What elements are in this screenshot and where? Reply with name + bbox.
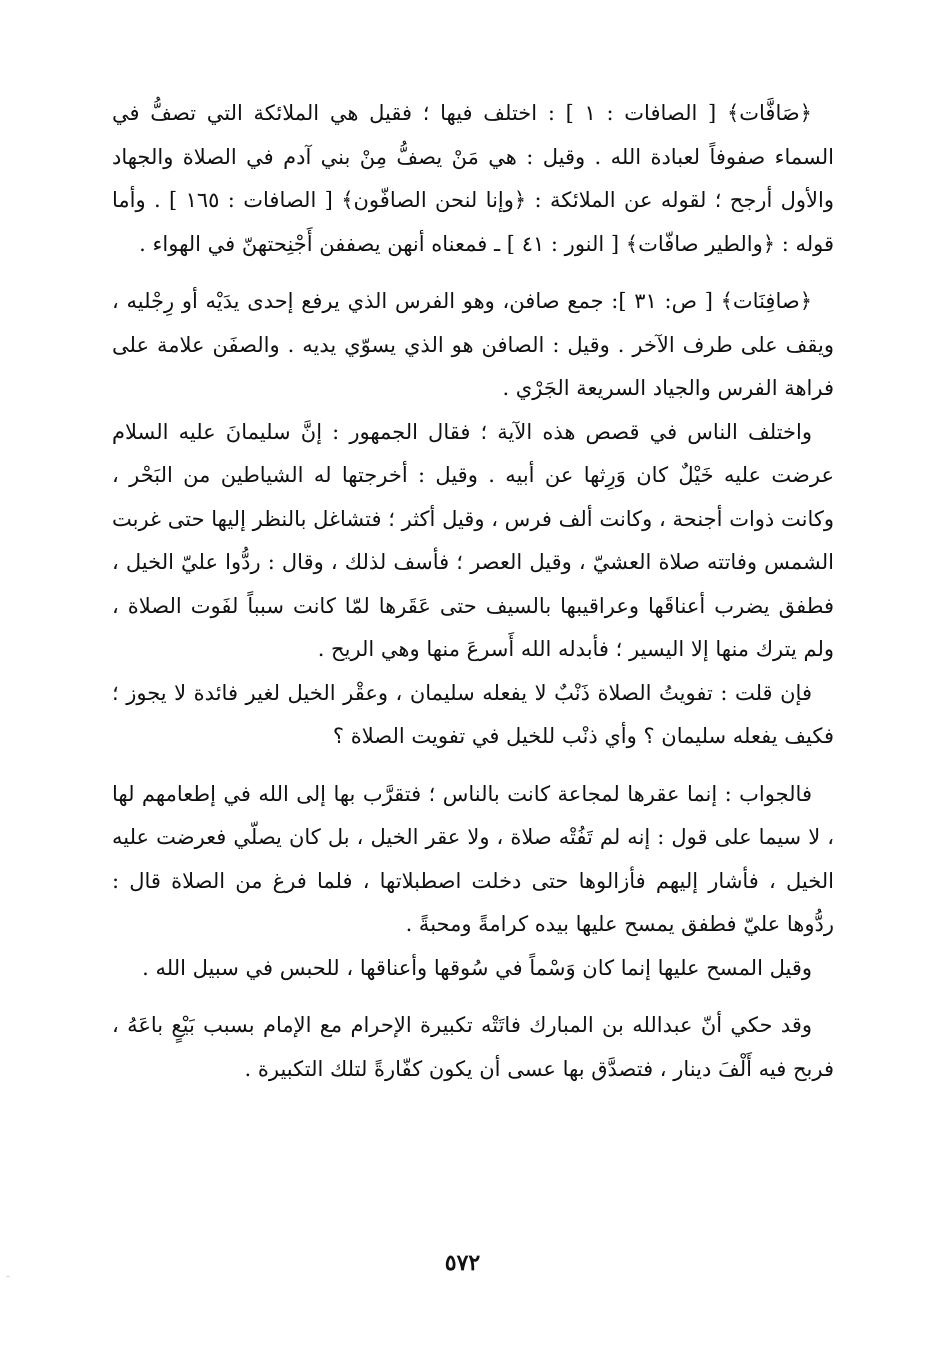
paragraph-mash: وقيل المسح عليها إنما كان وَسْماً في سُوقها وأعناقها ، للحبس في سبيل الله . bbox=[142, 955, 812, 980]
paragraph-ibn-mubarak: وقد حكي أنّ عبدالله بن المبارك فاتَتْه تكبيرة الإحرام مع الإمام بسبب بَيْعٍ باعَهُ ، فربح فيه أَلْفَ دينار ، فتصدَّق بها عسى أن يكون كفّارةً لتلك التكبيرة . bbox=[112, 1013, 834, 1081]
paragraph-saffat: ﴿صَافَّات﴾ [ الصافات : ١ ] : اختلف فيها ؛ فقيل هي الملائكة التي تصفُّ في السماء صفوفاً لعبادة الله . وقيل : هي مَنْ يصفُّ مِنْ بني آدم في الصلاة والجهاد والأول أرجح ؛ لقوله عن الملائكة : ﴿وإنا لنحن الصافّون﴾ [ الصافات : ١٦٥ ] . وأما قوله : ﴿والطير صافّات﴾ [ النور : ٤١ ] ـ فمعناه أنهن يصففن أَجْنِحتهنّ في الهواء . bbox=[112, 101, 834, 256]
paragraph-safinat: ﴿صافِنَات﴾ [ ص: ٣١ ]: جمع صافن، وهو الفرس الذي يرفع إحدى يدَيْه أو رِجْليه ، ويقف على طرف الآخر . وقيل : الصافن هو الذي يسوّي يديه . والصفَن علامة على فراهة الفرس والجياد السريعة الجَرْي . bbox=[112, 289, 834, 400]
paragraph-question: فإن قلت : تفويتُ الصلاة ذَنْبٌ لا يفعله سليمان ، وعقْر الخيل لغير فائدة لا يجوز ؛ فكيف يفعله سليمان ؟ وأي ذنْب للخيل في تفويت الصلاة ؟ bbox=[112, 680, 834, 748]
paragraph-ikhtilaf: واختلف الناس في قصص هذه الآية ؛ فقال الجمهور : إنَّ سليمانَ عليه السلام عرضت عليه خَيْلٌ كان وَرِثها عن أبيه . وقيل : أخرجتها له الشياطين من البَحْر ، وكانت ذوات أجنحة ، وكانت ألف فرس ، وقيل أكثر ؛ فتشاغل بالنظر إليها حتى غربت الشمس وفاتته صلاة العشيّ ، وقيل العصر ؛ فأسف لذلك ، وقال : ردُّوا عليّ الخيل ، فطفق يضرب أعناقَها وعراقيبها بالسيف حتى عَقَرها لمّا كانت سبباً لفَوت الصلاة ، ولم يترك منها إلا اليسير ؛ فأبدله الله أَسرعَ منها وهي الريح . bbox=[112, 419, 834, 661]
page-number: ٥٧٢ bbox=[444, 1250, 481, 1276]
body-text bbox=[112, 92, 834, 1091]
paragraph-answer: فالجواب : إنما عقرها لمجاعة كانت بالناس ؛ فتقرَّب بها إلى الله في إطعامهم لها ، لا سيما على قول : إنه لم تَفُتْه صلاة ، ولا عقر الخيل ، بل كان يصلّي فعرضت عليه الخيل ، فأشار إليهم فأزالوها حتى دخلت اصطبلاتها ، فلما فرغ من الصلاة قال : ردُّوها عليّ فطفق يمسح عليها بيده كرامةً ومحبةً . bbox=[112, 781, 834, 936]
scan-edge-mark bbox=[6, 1276, 10, 1277]
